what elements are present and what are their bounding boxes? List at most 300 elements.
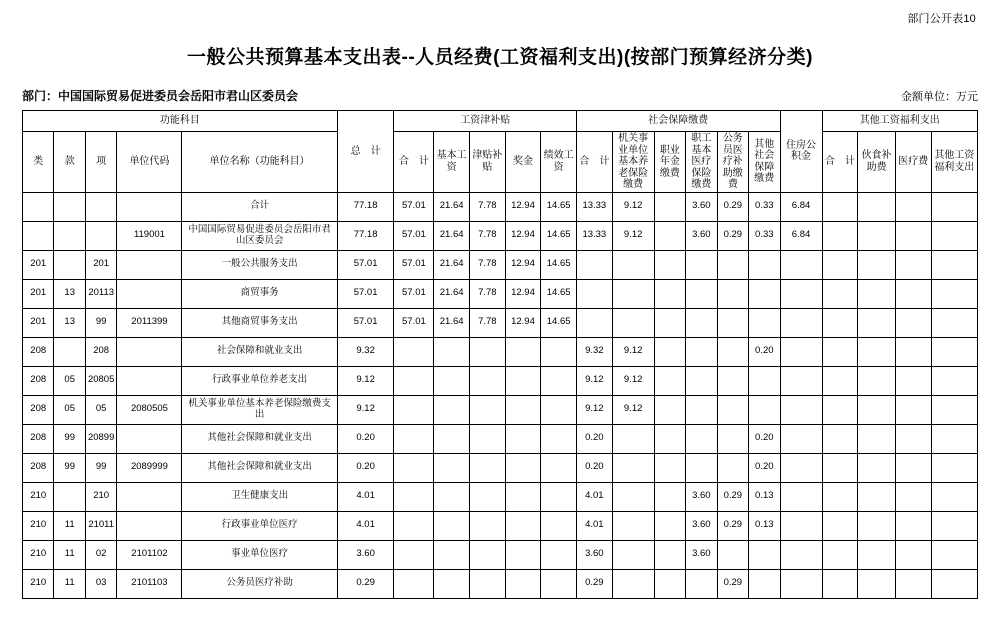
cell-civil-medical-subsidy [717,308,748,337]
cell-social-total [577,308,613,337]
cell-lei: 201 [23,308,54,337]
cell-lei [23,192,54,221]
cell-salary-total: 57.01 [394,279,434,308]
cell-civil-medical-subsidy [717,250,748,279]
cell-salary-total [394,482,434,511]
header-kuan: 款 [54,132,85,193]
cell-base-salary [434,482,470,511]
cell-xiang: 210 [85,482,116,511]
cell-bonus: 12.94 [505,308,541,337]
cell-kuan: 99 [54,453,85,482]
cell-civil-medical-subsidy: 0.29 [717,511,748,540]
cell-living-subsidy [858,192,896,221]
cell-pension [612,511,654,540]
cell-total: 57.01 [337,308,394,337]
cell-unit-name: 社会保障和就业支出 [182,337,337,366]
cell-living-subsidy [858,221,896,250]
cell-performance [541,482,577,511]
cell-allowance [469,366,505,395]
cell-pension [612,482,654,511]
cell-unit-code [117,250,182,279]
cell-allowance: 7.78 [469,308,505,337]
cell-kuan: 05 [54,395,85,424]
table-row [23,192,978,221]
cell-occupational-annuity [654,221,685,250]
cell-other-social [749,540,781,569]
cell-medical-fee [895,192,931,221]
header-other-welfare: 其他工资福利支出 [931,132,977,193]
cell-basic-medical [686,279,717,308]
cell-social-total: 0.29 [577,569,613,598]
cell-civil-medical-subsidy [717,540,748,569]
cell-salary-total [394,569,434,598]
cell-housing-fund: 6.84 [780,192,822,221]
cell-total: 57.01 [337,250,394,279]
cell-unit-code [117,424,182,453]
header-func-subject: 功能科目 [23,111,338,132]
cell-housing-fund [780,366,822,395]
cell-civil-medical-subsidy [717,366,748,395]
header-other-total: 合 计 [822,132,858,193]
cell-allowance: 7.78 [469,250,505,279]
cell-other-total [822,482,858,511]
table-row [23,308,978,337]
cell-bonus: 12.94 [505,279,541,308]
cell-medical-fee [895,308,931,337]
budget-table [22,110,978,599]
cell-other-social [749,279,781,308]
cell-other-total [822,279,858,308]
cell-other-welfare [931,482,977,511]
cell-living-subsidy [858,424,896,453]
cell-performance: 14.65 [541,308,577,337]
cell-unit-code [117,279,182,308]
header-xiang: 项 [85,132,116,193]
cell-base-salary [434,511,470,540]
cell-housing-fund [780,482,822,511]
cell-xiang: 20899 [85,424,116,453]
cell-other-social: 0.13 [749,482,781,511]
cell-basic-medical [686,395,717,424]
cell-civil-medical-subsidy: 0.29 [717,482,748,511]
cell-unit-code [117,366,182,395]
table-body [23,192,978,598]
header-total: 总 计 [337,111,394,193]
page-title: 一般公共预算基本支出表--人员经费(工资福利支出)(按部门预算经济分类) [187,47,813,68]
cell-civil-medical-subsidy [717,279,748,308]
meta-row [22,87,978,104]
cell-housing-fund [780,337,822,366]
cell-basic-medical: 3.60 [686,511,717,540]
cell-performance: 14.65 [541,192,577,221]
cell-bonus [505,453,541,482]
cell-housing-fund [780,308,822,337]
cell-basic-medical [686,308,717,337]
cell-living-subsidy [858,279,896,308]
cell-occupational-annuity [654,279,685,308]
cell-lei: 208 [23,337,54,366]
cell-pension: 9.12 [612,337,654,366]
cell-xiang: 99 [85,453,116,482]
department-info [22,87,298,104]
cell-other-social [749,250,781,279]
cell-basic-medical: 3.60 [686,192,717,221]
header-salary-group: 工资津补贴 [394,111,577,132]
cell-unit-code: 2011399 [117,308,182,337]
cell-medical-fee [895,482,931,511]
cell-basic-medical [686,569,717,598]
cell-unit-code: 119001 [117,221,182,250]
cell-other-social [749,308,781,337]
cell-salary-total: 57.01 [394,250,434,279]
cell-kuan: 99 [54,424,85,453]
cell-occupational-annuity [654,366,685,395]
table-row [23,395,978,424]
cell-xiang: 208 [85,337,116,366]
form-code: 部门公开表10 [907,13,976,25]
cell-occupational-annuity [654,511,685,540]
cell-other-total [822,540,858,569]
cell-housing-fund [780,279,822,308]
header-pension: 机关事业单位基本养老保险缴费 [612,132,654,193]
cell-base-salary [434,569,470,598]
cell-unit-code: 2101103 [117,569,182,598]
cell-other-welfare [931,250,977,279]
cell-social-total: 9.32 [577,337,613,366]
cell-occupational-annuity [654,337,685,366]
cell-social-total [577,250,613,279]
header-unit-code: 单位代码 [117,132,182,193]
cell-other-total [822,424,858,453]
cell-salary-total [394,424,434,453]
amount-unit-note: 金额单位：万元 [901,91,978,103]
cell-other-total [822,250,858,279]
cell-lei: 208 [23,395,54,424]
table-row [23,453,978,482]
cell-unit-name: 事业单位医疗 [182,540,337,569]
cell-occupational-annuity [654,540,685,569]
cell-allowance [469,453,505,482]
cell-occupational-annuity [654,250,685,279]
cell-housing-fund [780,540,822,569]
table-row [23,482,978,511]
cell-social-total: 4.01 [577,511,613,540]
cell-other-total [822,308,858,337]
cell-performance [541,395,577,424]
cell-unit-name: 其他社会保障和就业支出 [182,453,337,482]
cell-allowance [469,395,505,424]
cell-occupational-annuity [654,482,685,511]
cell-total: 57.01 [337,279,394,308]
cell-xiang [85,192,116,221]
cell-social-total: 3.60 [577,540,613,569]
cell-allowance [469,569,505,598]
table-row [23,250,978,279]
cell-social-total: 0.20 [577,424,613,453]
cell-other-social: 0.20 [749,424,781,453]
cell-base-salary: 21.64 [434,221,470,250]
cell-living-subsidy [858,482,896,511]
cell-basic-medical: 3.60 [686,540,717,569]
header-allowance: 津贴补贴 [469,132,505,193]
cell-other-welfare [931,540,977,569]
header-lei: 类 [23,132,54,193]
cell-total: 77.18 [337,192,394,221]
cell-basic-medical: 3.60 [686,482,717,511]
cell-salary-total [394,453,434,482]
cell-living-subsidy [858,395,896,424]
cell-occupational-annuity [654,192,685,221]
cell-pension: 9.12 [612,395,654,424]
cell-lei: 208 [23,424,54,453]
cell-civil-medical-subsidy [717,453,748,482]
cell-bonus [505,540,541,569]
cell-base-salary [434,395,470,424]
cell-pension: 9.12 [612,192,654,221]
cell-bonus [505,482,541,511]
cell-base-salary: 21.64 [434,308,470,337]
header-bonus: 奖金 [505,132,541,193]
cell-housing-fund [780,250,822,279]
cell-social-total: 9.12 [577,395,613,424]
cell-allowance: 7.78 [469,192,505,221]
cell-medical-fee [895,279,931,308]
cell-total: 4.01 [337,482,394,511]
cell-kuan: 11 [54,569,85,598]
cell-unit-name: 商贸事务 [182,279,337,308]
cell-social-total: 13.33 [577,192,613,221]
cell-living-subsidy [858,366,896,395]
cell-occupational-annuity [654,308,685,337]
cell-unit-name: 公务员医疗补助 [182,569,337,598]
cell-other-social: 0.13 [749,511,781,540]
cell-xiang: 201 [85,250,116,279]
cell-total: 0.20 [337,424,394,453]
cell-social-total: 9.12 [577,366,613,395]
cell-unit-name: 合计 [182,192,337,221]
cell-other-total [822,511,858,540]
header-housing-fund: 住房公积金 [780,111,822,193]
cell-xiang: 03 [85,569,116,598]
cell-kuan: 11 [54,511,85,540]
cell-occupational-annuity [654,395,685,424]
cell-medical-fee [895,511,931,540]
cell-pension [612,540,654,569]
cell-occupational-annuity [654,569,685,598]
cell-medical-fee [895,221,931,250]
header-performance: 绩效工资 [541,132,577,193]
cell-salary-total [394,337,434,366]
cell-bonus [505,395,541,424]
cell-other-social: 0.20 [749,337,781,366]
cell-other-total [822,192,858,221]
cell-unit-name: 一般公共服务支出 [182,250,337,279]
cell-performance [541,540,577,569]
cell-lei: 201 [23,250,54,279]
cell-other-total [822,395,858,424]
cell-kuan [54,482,85,511]
cell-civil-medical-subsidy: 0.29 [717,221,748,250]
cell-base-salary: 21.64 [434,279,470,308]
cell-total: 9.12 [337,366,394,395]
header-unit-name: 单位名称（功能科目） [182,132,337,193]
cell-lei: 210 [23,511,54,540]
cell-pension [612,569,654,598]
cell-unit-name: 中国国际贸易促进委员会岳阳市君山区委员会 [182,221,337,250]
cell-medical-fee [895,424,931,453]
cell-other-social: 0.20 [749,453,781,482]
cell-bonus [505,569,541,598]
cell-kuan [54,250,85,279]
cell-unit-code [117,482,182,511]
cell-social-total: 0.20 [577,453,613,482]
cell-basic-medical [686,250,717,279]
department-name: 中国国际贸易促进委员会岳阳市君山区委员会 [58,89,299,103]
cell-unit-name: 行政事业单位养老支出 [182,366,337,395]
cell-other-welfare [931,337,977,366]
cell-housing-fund [780,395,822,424]
cell-other-social [749,569,781,598]
cell-other-total [822,366,858,395]
header-basic-medical: 职工基本医疗保险缴费 [686,132,717,193]
cell-unit-code [117,511,182,540]
cell-housing-fund [780,453,822,482]
cell-xiang [85,221,116,250]
table-row [23,337,978,366]
cell-xiang: 20113 [85,279,116,308]
header-social-group: 社会保障缴费 [577,111,781,132]
cell-total: 77.18 [337,221,394,250]
cell-unit-code: 2080505 [117,395,182,424]
cell-salary-total [394,395,434,424]
cell-housing-fund [780,511,822,540]
cell-living-subsidy [858,250,896,279]
cell-xiang: 21011 [85,511,116,540]
cell-other-social: 0.33 [749,221,781,250]
cell-medical-fee [895,337,931,366]
table-row [23,221,978,250]
cell-salary-total: 57.01 [394,308,434,337]
cell-kuan: 05 [54,366,85,395]
cell-salary-total [394,540,434,569]
department-label: 部门： [22,89,59,103]
cell-total: 3.60 [337,540,394,569]
cell-kuan: 11 [54,540,85,569]
cell-performance: 14.65 [541,250,577,279]
cell-performance: 14.65 [541,279,577,308]
cell-lei: 208 [23,366,54,395]
cell-living-subsidy [858,569,896,598]
cell-salary-total: 57.01 [394,221,434,250]
header-salary-total: 合 计 [394,132,434,193]
cell-pension [612,250,654,279]
cell-basic-medical: 3.60 [686,221,717,250]
cell-performance [541,424,577,453]
cell-other-total [822,453,858,482]
cell-base-salary [434,453,470,482]
table-row [23,279,978,308]
cell-other-welfare [931,279,977,308]
cell-unit-name: 机关事业单位基本养老保险缴费支出 [182,395,337,424]
header-row-2 [23,132,978,193]
cell-kuan: 13 [54,308,85,337]
cell-kuan [54,192,85,221]
cell-other-social [749,366,781,395]
cell-social-total [577,279,613,308]
cell-medical-fee [895,395,931,424]
cell-salary-total: 57.01 [394,192,434,221]
cell-allowance: 7.78 [469,221,505,250]
cell-basic-medical [686,453,717,482]
cell-occupational-annuity [654,453,685,482]
cell-performance [541,511,577,540]
cell-unit-code: 2089999 [117,453,182,482]
cell-base-salary [434,424,470,453]
cell-lei: 208 [23,453,54,482]
header-civil-medical-subsidy: 公务员医疗补助缴费 [717,132,748,193]
cell-total: 0.20 [337,453,394,482]
cell-xiang: 05 [85,395,116,424]
cell-bonus [505,366,541,395]
cell-occupational-annuity [654,424,685,453]
cell-total: 4.01 [337,511,394,540]
cell-performance [541,366,577,395]
cell-pension [612,279,654,308]
cell-other-welfare [931,308,977,337]
cell-medical-fee [895,366,931,395]
cell-bonus: 12.94 [505,221,541,250]
cell-base-salary: 21.64 [434,192,470,221]
cell-other-welfare [931,221,977,250]
cell-base-salary: 21.64 [434,250,470,279]
header-other-group: 其他工资福利支出 [822,111,977,132]
cell-basic-medical [686,337,717,366]
cell-social-total: 4.01 [577,482,613,511]
cell-medical-fee [895,453,931,482]
cell-pension [612,308,654,337]
cell-living-subsidy [858,453,896,482]
cell-performance [541,337,577,366]
cell-living-subsidy [858,308,896,337]
cell-other-welfare [931,424,977,453]
cell-pension [612,453,654,482]
cell-other-welfare [931,453,977,482]
cell-kuan [54,337,85,366]
header-living-subsidy: 伙食补助费 [858,132,896,193]
cell-performance [541,453,577,482]
cell-base-salary [434,366,470,395]
cell-bonus: 12.94 [505,192,541,221]
table-row [23,540,978,569]
cell-lei: 210 [23,540,54,569]
header-other-social: 其他社会保障缴费 [749,132,781,193]
cell-total: 0.29 [337,569,394,598]
cell-civil-medical-subsidy: 0.29 [717,192,748,221]
cell-pension: 9.12 [612,221,654,250]
cell-other-total [822,221,858,250]
cell-medical-fee [895,540,931,569]
cell-housing-fund: 6.84 [780,221,822,250]
cell-housing-fund [780,569,822,598]
cell-allowance [469,337,505,366]
cell-other-welfare [931,366,977,395]
cell-unit-name: 其他社会保障和就业支出 [182,424,337,453]
cell-other-welfare [931,192,977,221]
cell-basic-medical [686,424,717,453]
cell-civil-medical-subsidy [717,424,748,453]
cell-lei: 210 [23,569,54,598]
header-social-total: 合 计 [577,132,613,193]
